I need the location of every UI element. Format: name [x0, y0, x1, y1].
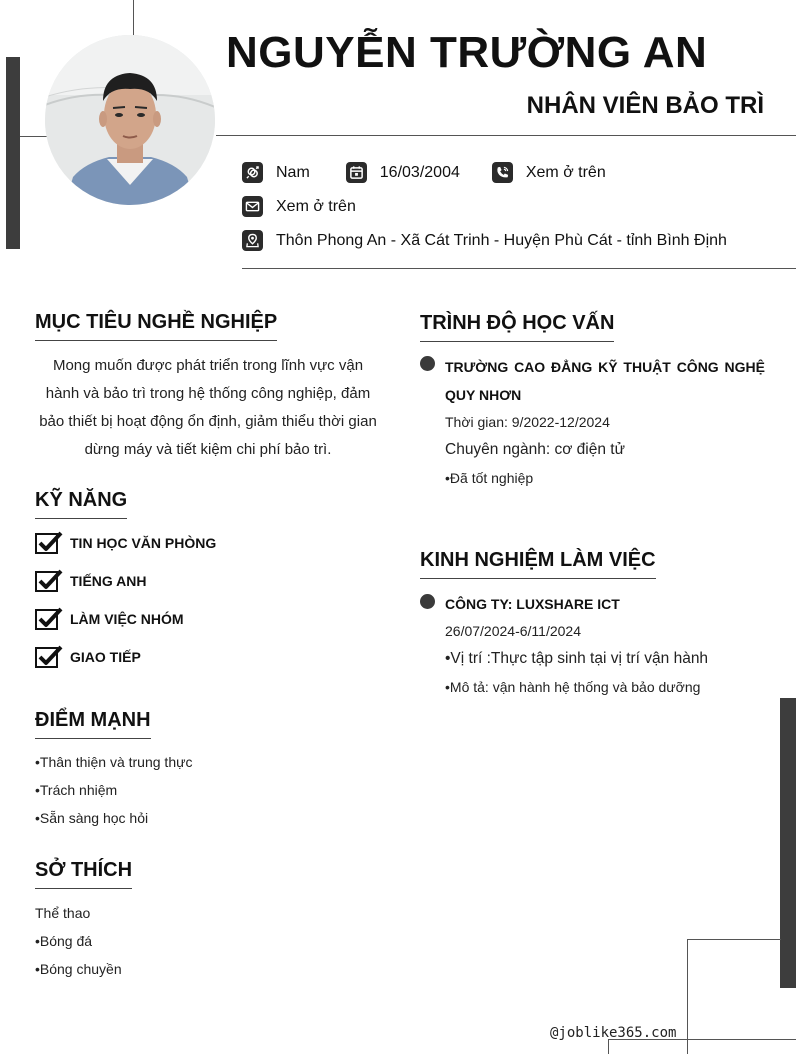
contact-row-3 [242, 230, 727, 251]
hobbies-title: SỞ THÍCH [35, 859, 132, 889]
email-icon [242, 196, 263, 217]
right-accent-bar [780, 698, 796, 988]
gender-icon [242, 162, 263, 183]
school-name: TRƯỜNG CAO ĐẲNG KỸ THUẬT CÔNG NGHỆ QUY NHƠN [445, 359, 765, 403]
checkbox-icon [35, 607, 63, 631]
education-status: •Đã tốt nghiệp [445, 470, 534, 486]
skill-item [35, 531, 216, 555]
candidate-name: NGUYỄN TRƯỜNG AN [226, 28, 708, 77]
portrait-image [45, 35, 215, 205]
strengths-title: ĐIỂM MẠNH [35, 709, 151, 739]
birthday-item [346, 162, 460, 183]
experience-period: 26/07/2024-6/11/2024 [445, 623, 581, 639]
hobby-item: •Bóng đá [35, 933, 93, 949]
address-value: Thôn Phong An - Xã Cát Trinh - Huyện Phù Cát - tỉnh Bình Định [276, 231, 727, 249]
objective-text: Mong muốn được phát triển trong lĩnh vực vận hành và bảo trì trong hệ thống công nghiệp, đảm bảo thiết bị hoạt động ổn định, giảm thiểu thời gian dừng máy và tiết kiệm chi phí bảo trì. [39, 357, 377, 458]
hobby-item: Thể thao [35, 905, 91, 921]
company-name: CÔNG TY: LUXSHARE ICT [445, 596, 620, 612]
skill-item [35, 569, 146, 593]
email-value: Xem ở trên [276, 197, 356, 215]
left-horizontal-line [20, 136, 50, 137]
contact-row-1 [242, 162, 606, 183]
job-position: NHÂN VIÊN BẢO TRÌ [526, 92, 764, 119]
education-major: Chuyên ngành: cơ điện tử [445, 441, 625, 458]
corner-frame-bottom [608, 1039, 796, 1054]
gender-value: Nam [276, 163, 310, 181]
skill-label: LÀM VIỆC NHÓM [70, 611, 184, 627]
strength-item: •Sẵn sàng học hỏi [35, 810, 149, 826]
contact-row-2 [242, 196, 356, 217]
skill-label: TIẾNG ANH [70, 573, 147, 589]
avatar [45, 35, 215, 205]
skill-item [35, 607, 184, 631]
calendar-icon [346, 162, 367, 183]
bullet-dot [420, 594, 435, 609]
location-icon [242, 230, 263, 251]
contact-divider [242, 268, 796, 269]
corner-frame [687, 939, 781, 1054]
gender-item [242, 162, 310, 183]
bullet-dot [420, 356, 435, 371]
hobby-item: •Bóng chuyền [35, 961, 122, 977]
skill-item [35, 645, 141, 669]
checkbox-icon [35, 569, 63, 593]
experience-description: •Mô tả: vận hành hệ thống và bảo dưỡng [445, 679, 701, 695]
checkbox-icon [35, 645, 63, 669]
experience-title: KINH NGHIỆM LÀM VIỆC [420, 549, 656, 579]
top-vertical-line [133, 0, 134, 36]
skill-label: GIAO TIẾP [70, 649, 141, 665]
watermark: @joblike365.com [550, 1025, 677, 1041]
checkbox-icon [35, 531, 63, 555]
skill-label: TIN HỌC VĂN PHÒNG [70, 535, 217, 551]
phone-value: Xem ở trên [525, 163, 606, 181]
skills-title: KỸ NĂNG [35, 489, 127, 519]
strength-item: •Thân thiện và trung thực [35, 754, 193, 770]
header-divider [216, 135, 796, 136]
phone-icon [492, 162, 513, 183]
phone-item [492, 162, 606, 183]
left-accent-bar [6, 57, 20, 249]
education-time: Thời gian: 9/2022-12/2024 [445, 414, 610, 430]
birthday-value: 16/03/2004 [379, 163, 460, 181]
strength-item: •Trách nhiệm [35, 782, 118, 798]
objective-title: MỤC TIÊU NGHỀ NGHIỆP [35, 311, 277, 341]
education-title: TRÌNH ĐỘ HỌC VẤN [420, 312, 614, 342]
experience-role: •Vị trí :Thực tập sinh tại vị trí vận hành [445, 650, 709, 667]
